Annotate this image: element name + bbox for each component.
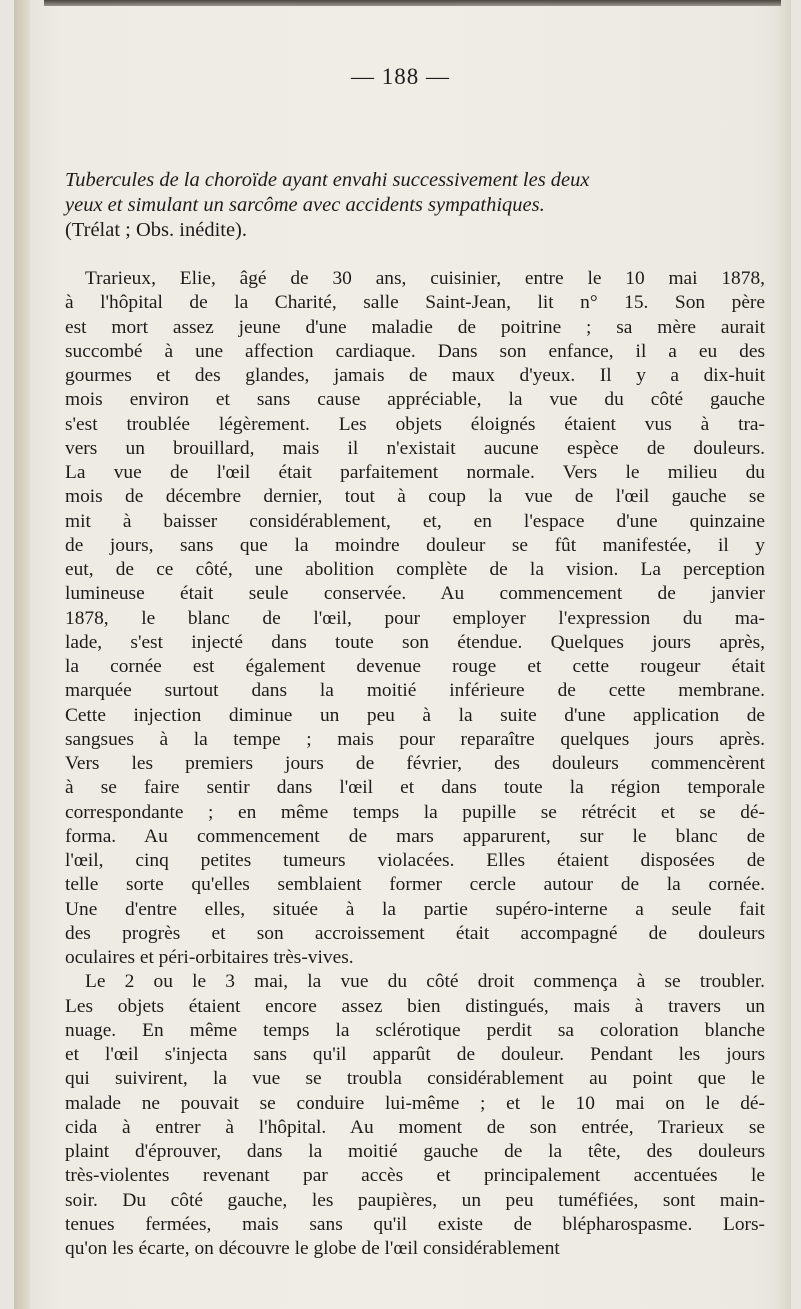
body-text-line: malade ne pouvait se conduire lui-même ; et le 10 mai on le dé-: [65, 1092, 765, 1114]
body-text-line: La vue de l'œil était parfaitement normale. Vers le milieu du: [65, 462, 765, 483]
title-line: yeux et simulant un sarcôme avec accidents sympathiques.: [65, 194, 545, 216]
body-text-line: Une d'entre elles, située à la partie supéro-interne a seule fait: [65, 898, 765, 920]
body-text-line: sangsues à la tempe ; mais pour reparaître quelques jours après.: [65, 728, 765, 750]
body-text-line: nuage. En même temps la sclérotique perdit sa coloration blanche: [65, 1019, 765, 1041]
body-text-line: Cette injection diminue un peu à la suite d'une application de: [65, 704, 765, 726]
title-source-line: (Trélat ; Obs. inédite).: [65, 219, 248, 241]
observation-body: [65, 267, 765, 1261]
body-text-line: mois de décembre dernier, tout à coup la vue de l'œil gauche se: [65, 486, 765, 508]
body-text-line: eut, de ce côté, une abolition complète de la vision. La perception: [65, 559, 765, 580]
body-text-line: Le 2 ou le 3 mai, la vue du côté droit commença à se troubler.: [85, 971, 765, 993]
body-text-line: soir. Du côté gauche, les paupières, un peu tuméfiées, sont main-: [65, 1189, 765, 1211]
body-text-line: marquée surtout dans la moitié inférieure de cette membrane.: [65, 680, 765, 702]
body-text-line: très-violentes revenant par accès et principalement accentuées le: [65, 1165, 765, 1187]
body-text-line: la cornée est également devenue rouge et cette rougeur était: [65, 656, 765, 677]
page-right-edge: [779, 0, 791, 1309]
body-text-line: oculaires et péri-orbitaires très-vives.: [65, 947, 354, 968]
title-line: Tubercules de la choroïde ayant envahi successivement les deux: [65, 169, 590, 191]
body-text-line: succombé à une affection cardiaque. Dans son enfance, il a eu des: [65, 340, 765, 362]
body-text-line: lade, s'est injecté dans toute son étendue. Quelques jours après,: [65, 631, 765, 653]
page-left-edge: [14, 0, 30, 1309]
body-text-line: 1878, le blanc de l'œil, pour employer l'expression du ma-: [65, 607, 765, 629]
body-text-line: à se faire sentir dans l'œil et dans toute la région temporale: [65, 777, 765, 799]
body-text-line: cida à entrer à l'hôpital. Au moment de son entrée, Trarieux se: [65, 1116, 765, 1138]
body-text-line: forma. Au commencement de mars apparurent, sur le blanc de: [65, 825, 765, 847]
body-text-line: s'est troublée légèrement. Les objets éloignés étaient vus à tra-: [65, 413, 765, 435]
body-text-line: des progrès et son accroissement était accompagné de douleurs: [65, 922, 765, 944]
body-text-line: Vers les premiers jours de février, des douleurs commencèrent: [65, 753, 765, 774]
top-shadow-line: [44, 0, 781, 6]
body-text-line: de jours, sans que la moindre douleur se fût manifestée, il y: [65, 534, 765, 556]
body-text-line: vers un brouillard, mais il n'existait aucune espèce de douleurs.: [65, 437, 765, 459]
body-text-line: à l'hôpital de la Charité, salle Saint-Jean, lit n° 15. Son père: [65, 292, 765, 314]
body-text-line: tenues fermées, mais sans qu'il existe de blépharospasme. Lors-: [65, 1213, 765, 1235]
body-text-line: est mort assez jeune d'une maladie de poitrine ; sa mère aurait: [65, 316, 765, 338]
body-text-line: qui suivirent, la vue se troubla considérablement au point que le: [65, 1068, 765, 1090]
body-text-line: mois environ et sans cause appréciable, la vue du côté gauche: [65, 389, 765, 411]
body-text-line: correspondante ; en même temps la pupille se rétrécit et se dé-: [65, 801, 765, 823]
body-text-line: plaint d'éprouver, dans la moitié gauche de la tête, des douleurs: [65, 1141, 765, 1162]
page-number: — 188 —: [351, 64, 450, 89]
body-text-line: gourmes et des glandes, jamais de maux d'yeux. Il y a dix-huit: [65, 365, 765, 386]
body-text-line: Les objets étaient encore assez bien distingués, mais à travers un: [65, 995, 765, 1017]
body-text-line: Trarieux, Elie, âgé de 30 ans, cuisinier, entre le 10 mai 1878,: [85, 268, 765, 289]
body-text-line: qu'on les écarte, on découvre le globe de l'œil considérablement: [65, 1238, 560, 1259]
body-text-line: telle sorte qu'elles semblaient former cercle autour de la cornée.: [65, 874, 765, 896]
observation-title: [65, 168, 765, 243]
body-text-line: mit à baisser considérablement, et, en l'espace d'une quinzaine: [65, 510, 765, 532]
body-text-line: lumineuse était seule conservée. Au commencement de janvier: [65, 583, 765, 605]
body-text-line: l'œil, cinq petites tumeurs violacées. Elles étaient disposées de: [65, 850, 765, 871]
body-text-line: et l'œil s'injecta sans qu'il apparût de douleur. Pendant les jours: [65, 1044, 765, 1065]
